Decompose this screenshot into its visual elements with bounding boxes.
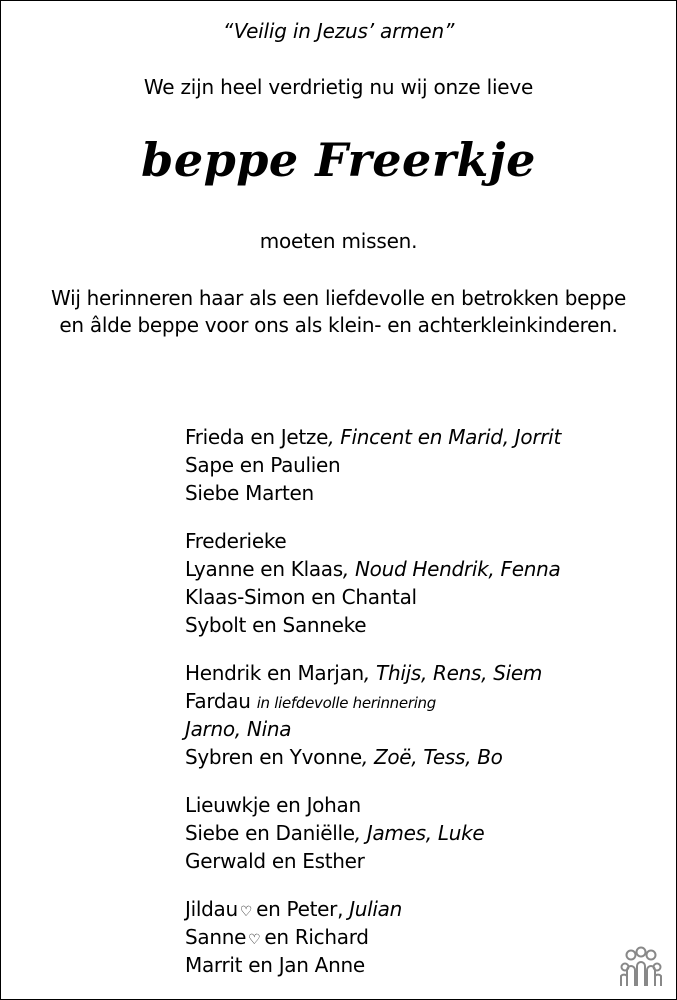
missen-text: moeten missen. xyxy=(259,229,418,253)
family-names: Frederieke xyxy=(185,529,287,553)
family-names: Klaas-Simon en Chantal xyxy=(185,585,417,609)
family-line xyxy=(185,791,561,819)
family-list xyxy=(185,423,561,999)
heart-icon: ♡ xyxy=(239,904,253,920)
family-names: Frieda en Jetze xyxy=(185,425,329,449)
memorial-note: in liefdevolle herinnering xyxy=(256,694,436,712)
family-names: Fardau xyxy=(185,689,251,713)
family-names: Sape en Paulien xyxy=(185,453,341,477)
grandchildren-names: , Thijs, Rens, Siem xyxy=(363,661,543,685)
family-names: Sybren en Yvonne xyxy=(185,745,362,769)
family-line xyxy=(185,423,561,451)
motto: “Veilig in Jezus’ armen” xyxy=(222,19,455,43)
family-line xyxy=(185,555,561,583)
family-line xyxy=(185,611,561,639)
family-group xyxy=(185,527,561,639)
family-line xyxy=(185,715,561,743)
family-names: Gerwald en Esther xyxy=(185,849,365,873)
family-line xyxy=(185,479,561,507)
family-line xyxy=(185,687,561,715)
family-names: Marrit en Jan Anne xyxy=(185,953,365,977)
grandchildren-names: , Noud Hendrik, Fenna xyxy=(342,557,561,581)
family-line xyxy=(185,743,561,771)
family-line xyxy=(185,923,561,951)
memory-line: Wij herinneren haar als een liefdevolle en betrokken beppe xyxy=(51,286,626,310)
family-names: Sanne xyxy=(185,925,247,949)
family-line xyxy=(185,451,561,479)
family-group xyxy=(185,423,561,507)
family-group xyxy=(185,791,561,875)
family-names: Siebe Marten xyxy=(185,481,314,505)
deceased-name: beppe Freerkje xyxy=(141,133,536,187)
family-group xyxy=(185,895,561,979)
family-line xyxy=(185,951,561,979)
family-names: en Peter, xyxy=(256,897,344,921)
family-names: Jildau xyxy=(185,897,238,921)
family-line xyxy=(185,819,561,847)
family-names: Lyanne en Klaas xyxy=(185,557,343,581)
family-line xyxy=(185,659,561,687)
family-line xyxy=(185,895,561,923)
family-group xyxy=(185,659,561,771)
family-line xyxy=(185,847,561,875)
grandchildren-names: , James, Luke xyxy=(354,821,485,845)
family-line xyxy=(185,527,561,555)
memory-line: en âlde beppe voor ons als klein- en achterkleinkinderen. xyxy=(59,313,618,337)
grandchildren-names: Julian xyxy=(343,897,403,921)
family-names-italic: Jarno, Nina xyxy=(185,717,292,741)
grandchildren-names: , Zoë, Tess, Bo xyxy=(361,745,503,769)
intro-text: We zijn heel verdrietig nu wij onze lieve xyxy=(143,75,534,99)
family-names: Hendrik en Marjan xyxy=(185,661,364,685)
heart-icon: ♡ xyxy=(248,932,261,948)
family-line xyxy=(185,583,561,611)
grandchildren-names: , Fincent en Marid, Jorrit xyxy=(328,425,561,449)
family-names: en Richard xyxy=(264,925,369,949)
family-names: Sybolt en Sanneke xyxy=(185,613,367,637)
family-people-icon xyxy=(618,944,664,990)
family-names: Siebe en Daniëlle xyxy=(185,821,355,845)
memory-text xyxy=(1,285,676,339)
family-names: Lieuwkje en Johan xyxy=(185,793,361,817)
